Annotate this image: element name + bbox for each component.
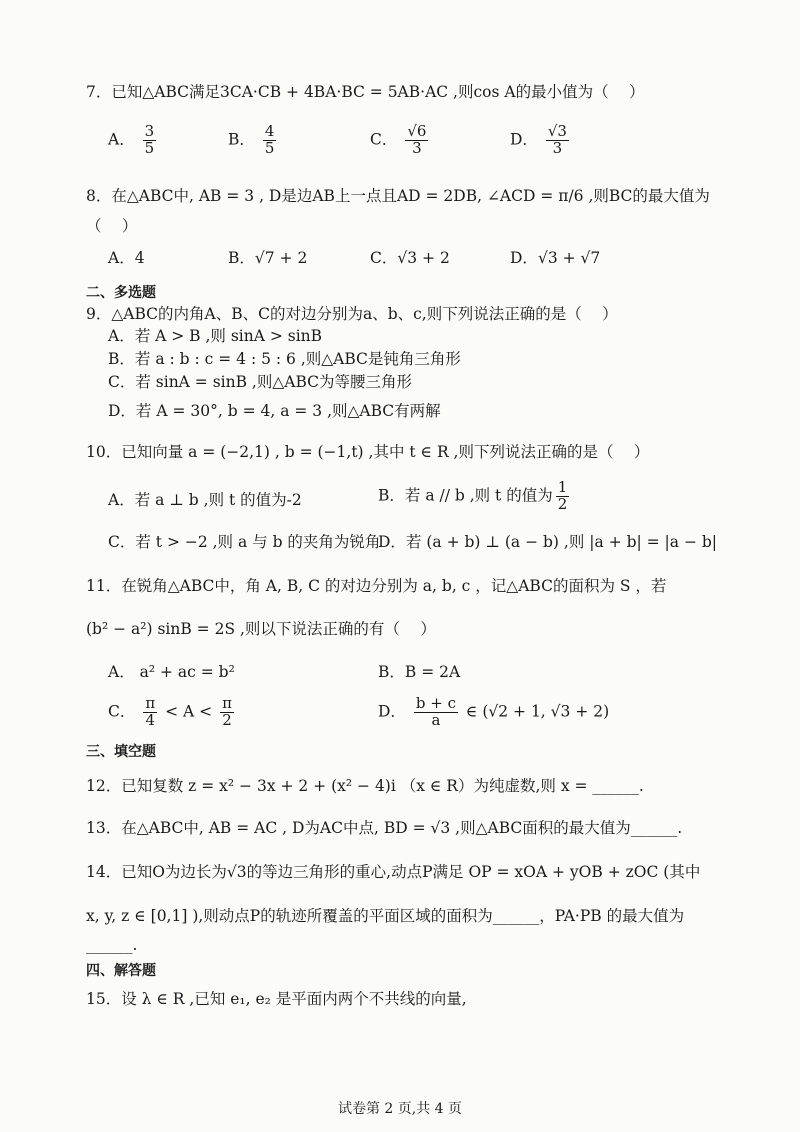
q7-option-b-label: B． [228, 130, 255, 149]
q7-option-c [370, 124, 431, 157]
q11-option-a: A． a² + ac = b² [108, 663, 235, 681]
question-14-line1: 14．已知O为边长为√3的等边三角形的重心,动点P满足 OP = xOA + yOB + zOC (其中 [86, 863, 701, 881]
question-14-line2: x, y, z ∈ [0,1] ),则动点P的轨迹所覆盖的平面区域的面积为______，PA·PB 的最大值为 [86, 907, 685, 925]
q11-option-c: C． $\frac{\pi}{4}$ < A < $\frac{\pi}{2}$ [108, 694, 232, 729]
q7-option-b-fraction: $\frac{4}{5}$ [264, 122, 275, 157]
question-13: 13．在△ABC中, AB = AC , D为AC中点, BD = √3 ,则△ABC面积的最大值为______. [86, 819, 683, 837]
q7-option-d [510, 124, 572, 157]
q11-option-d: D． $\frac{b + c}{a}$ ∈ (√2 + 1, √3 + 2) [378, 694, 610, 729]
question-10-stem: 10．已知向量 a = (−2,1) , b = (−1,t) ,其中 t ∈ R ,则下列说法正确的是（ ） [86, 443, 650, 461]
section-solution-heading: 四、解答题 [86, 963, 156, 979]
q7-option-a-fraction: $\frac{3}{5}$ [144, 122, 155, 157]
q8-option-b: B．√7 + 2 [228, 249, 308, 267]
q7-option-a [108, 124, 159, 157]
q11-option-c-left-fraction: $\frac{\pi}{4}$ [145, 694, 156, 729]
q9-option-c: C．若 sinA = sinB ,则△ABC为等腰三角形 [108, 373, 413, 391]
q8-option-d: D．√3 + √7 [510, 249, 601, 267]
question-14-line3: ______. [86, 936, 138, 954]
q9-option-b: B．若 a : b : c = 4 : 5 : 6 ,则△ABC是钝角三角形 [108, 350, 461, 368]
question-11-stem-line2: (b² − a²) sinB = 2S ,则以下说法正确的有（ ） [86, 620, 436, 638]
q10-option-b-fraction: $\frac{1}{2}$ [557, 478, 568, 513]
q10-option-d: D．若 (a + b) ⊥ (a − b) ,则 |a + b| = |a − b| [378, 533, 718, 551]
question-8-stem-line1: 8．在△ABC中, AB = 3 , D是边AB上一点且AD = 2DB, ∠ACD = π/6 ,则BC的最大值为 [86, 187, 710, 205]
question-11-stem-line1: 11．在锐角△ABC中，角 A, B, C 的对边分别为 a, b, c ，记△ABC的面积为 S ，若 [86, 577, 667, 595]
q11-option-d-fraction: $\frac{b + c}{a}$ [415, 694, 456, 729]
question-8-stem-line2: （ ） [86, 217, 138, 235]
q8-option-a: A．4 [108, 249, 145, 267]
q7-option-b [228, 124, 279, 157]
section-multiple-choice-heading: 二、多选题 [86, 285, 156, 301]
q9-option-a: A．若 A > B ,则 sinA > sinB [108, 327, 323, 345]
question-9-stem: 9．△ABC的内角A、B、C的对边分别为a、b、c,则下列说法正确的是（ ） [86, 305, 618, 323]
q7-option-c-fraction: $\frac{√6}{3}$ [407, 122, 427, 157]
question-12: 12．已知复数 z = x² − 3x + 2 + (x² − 4)i （x ∈ R）为纯虚数,则 x = ______. [86, 777, 644, 795]
q10-option-b: B．若 a // b ,则 t 的值为 $\frac{1}{2}$ [378, 478, 568, 513]
q9-option-d: D．若 A = 30°, b = 4, a = 3 ,则△ABC有两解 [108, 402, 441, 420]
q11-option-b: B．B = 2A [378, 663, 461, 681]
question-15: 15．设 λ ∈ R ,已知 e₁, e₂ 是平面内两个不共线的向量, [86, 990, 467, 1008]
q7-option-c-label: C． [370, 130, 398, 149]
question-7-stem: 7．已知△ABC满足3CA·CB + 4BA·BC = 5AB·AC ,则cos A的最小值为（ ） [86, 83, 645, 101]
q7-option-a-label: A． [108, 130, 135, 149]
page-footer: 试卷第 2 页,共 4 页 [337, 1101, 463, 1117]
q11-option-c-right-fraction: $\frac{\pi}{2}$ [222, 694, 232, 729]
section-fill-in-heading: 三、填空题 [86, 744, 156, 760]
q10-option-c: C．若 t > −2 ,则 a 与 b 的夹角为锐角 [108, 533, 381, 551]
q7-option-d-label: D． [510, 130, 538, 149]
q10-option-a: A．若 a ⊥ b ,则 t 的值为-2 [108, 491, 302, 509]
q8-option-c: C．√3 + 2 [370, 249, 450, 267]
q7-option-d-fraction: $\frac{√3}{3}$ [547, 122, 567, 157]
